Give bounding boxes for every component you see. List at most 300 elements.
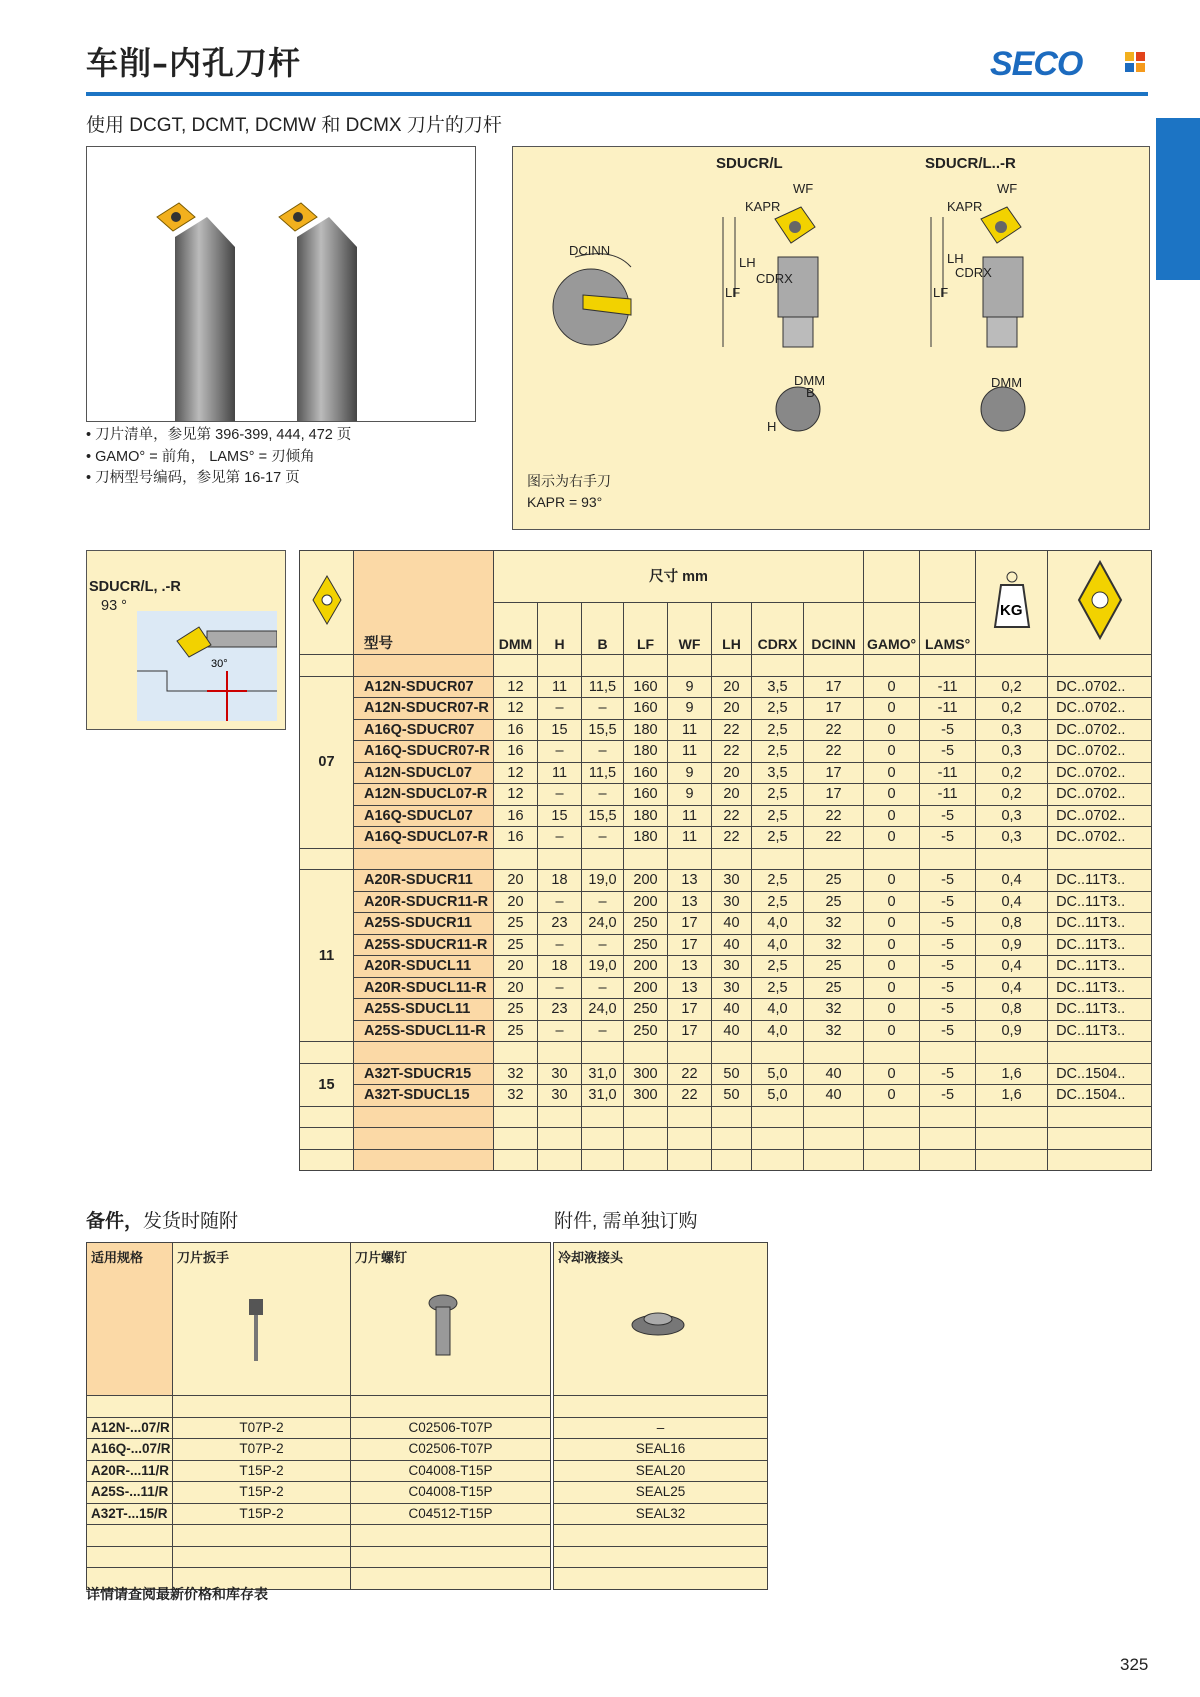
value-cell: DC..0702..: [1048, 762, 1152, 784]
value-cell: DC..0702..: [1048, 805, 1152, 827]
value-cell: 9: [668, 676, 712, 698]
spacer-cell: [1048, 1149, 1152, 1171]
model-cell: A32T-SDUCR15: [354, 1063, 494, 1085]
spacer-cell: [920, 655, 976, 677]
value-cell: 0: [864, 956, 920, 978]
spacer-cell: [87, 1546, 173, 1568]
value-cell: -5: [920, 827, 976, 849]
value-cell: 50: [712, 1085, 752, 1107]
table-row: [300, 870, 1152, 892]
spacer-cell: [554, 1396, 768, 1418]
screw-cell: C04008-T15P: [351, 1482, 551, 1504]
value-cell: 0,2: [976, 784, 1048, 806]
spec-cell: A16Q-...07/R: [87, 1439, 173, 1461]
value-cell: 18: [538, 870, 582, 892]
spacer-cell: [920, 1128, 976, 1150]
screw-cell: C02506-T07P: [351, 1439, 551, 1461]
spacer-cell: [668, 848, 712, 870]
value-cell: 24,0: [582, 999, 624, 1021]
boring-bar-image: [87, 147, 475, 421]
spacer-cell: [624, 1149, 668, 1171]
value-cell: 4,0: [752, 1020, 804, 1042]
spacer-cell: [554, 1525, 768, 1547]
note-item: • 刀片清单，参见第 396-399, 444, 472 页: [86, 425, 351, 447]
spacer-cell: [538, 1149, 582, 1171]
spacer-cell: [976, 1106, 1048, 1128]
dimension-diagram: [512, 146, 1150, 530]
spacer-cell: [864, 1042, 920, 1064]
coolant-cell: SEAL32: [554, 1503, 768, 1525]
subtitle: 使用 DCGT, DCMT, DCMW 和 DCMX 刀片的刀杆: [86, 115, 502, 136]
value-cell: 17: [804, 698, 864, 720]
label-b: B: [806, 385, 815, 400]
value-cell: 15: [538, 805, 582, 827]
value-cell: 9: [668, 762, 712, 784]
value-cell: -5: [920, 913, 976, 935]
label-lh-r: LH: [947, 251, 964, 266]
value-cell: 13: [668, 977, 712, 999]
table-row: [300, 891, 1152, 913]
spacer-cell: [920, 1106, 976, 1128]
value-cell: 0,4: [976, 956, 1048, 978]
value-cell: -5: [920, 934, 976, 956]
table-row: [300, 1063, 1152, 1085]
model-cell: A16Q-SDUCL07-R: [354, 827, 494, 849]
value-cell: 40: [712, 913, 752, 935]
table-row: [300, 977, 1152, 999]
value-cell: 0: [864, 805, 920, 827]
diagram-title-left: SDUCR/L: [716, 155, 783, 172]
value-cell: 160: [624, 676, 668, 698]
value-cell: 25: [804, 891, 864, 913]
value-cell: 9: [668, 784, 712, 806]
spacer-cell: [538, 1128, 582, 1150]
value-cell: -5: [920, 719, 976, 741]
value-cell: –: [582, 741, 624, 763]
value-cell: –: [538, 891, 582, 913]
spacer-cell: [624, 1106, 668, 1128]
value-cell: 22: [712, 719, 752, 741]
spacer-cell: [668, 1042, 712, 1064]
value-cell: 20: [494, 891, 538, 913]
value-cell: 11: [668, 827, 712, 849]
column-header: LAMS°: [920, 603, 976, 655]
value-cell: –: [538, 1020, 582, 1042]
value-cell: 22: [712, 827, 752, 849]
value-cell: 1,6: [976, 1063, 1048, 1085]
wrench-header-label: 刀片扳手: [177, 1251, 230, 1266]
table-row: [300, 956, 1152, 978]
value-cell: 20: [494, 977, 538, 999]
value-cell: 0: [864, 913, 920, 935]
value-cell: -5: [920, 999, 976, 1021]
value-cell: 2,5: [752, 784, 804, 806]
value-cell: 30: [538, 1085, 582, 1107]
spacer-cell: [87, 1396, 173, 1418]
value-cell: 0: [864, 934, 920, 956]
value-cell: 15,5: [582, 805, 624, 827]
spacer-cell: [804, 1106, 864, 1128]
value-cell: 2,5: [752, 805, 804, 827]
table-row: [300, 676, 1152, 698]
value-cell: 11: [668, 741, 712, 763]
coolant-header: [554, 1243, 768, 1396]
value-cell: 160: [624, 784, 668, 806]
value-cell: DC..11T3..: [1048, 977, 1152, 999]
value-cell: 0: [864, 1085, 920, 1107]
value-cell: 32: [804, 1020, 864, 1042]
value-cell: -11: [920, 784, 976, 806]
model-cell: A32T-SDUCL15: [354, 1085, 494, 1107]
page-title: 车削–内孔刀杆: [86, 44, 302, 82]
value-cell: –: [582, 934, 624, 956]
value-cell: 22: [712, 741, 752, 763]
spacer-cell: [554, 1568, 768, 1590]
column-header: B: [582, 603, 624, 655]
value-cell: 0,8: [976, 999, 1048, 1021]
value-cell: 0,4: [976, 891, 1048, 913]
spacer-cell: [538, 1106, 582, 1128]
value-cell: 0,4: [976, 870, 1048, 892]
spacer-cell: [668, 1149, 712, 1171]
value-cell: 0,3: [976, 805, 1048, 827]
value-cell: 0,3: [976, 827, 1048, 849]
table-row: [87, 1460, 551, 1482]
column-header: DCINN: [804, 603, 864, 655]
spacer-cell: [624, 848, 668, 870]
table-row: [87, 1439, 551, 1461]
value-cell: –: [582, 1020, 624, 1042]
note-item: • 刀柄型号编码，参见第 16-17 页: [86, 468, 351, 490]
insert-shape-header: [300, 551, 354, 655]
value-cell: 22: [804, 827, 864, 849]
screw-cell: C02506-T07P: [351, 1417, 551, 1439]
value-cell: 2,5: [752, 698, 804, 720]
note-kapr: KAPR = 93°: [527, 494, 603, 510]
value-cell: 25: [494, 1020, 538, 1042]
spare-parts-title-bold: 备件，: [86, 1211, 144, 1232]
table-row: [300, 805, 1152, 827]
value-cell: DC..11T3..: [1048, 870, 1152, 892]
spacer-cell: [582, 1106, 624, 1128]
spec-cell: A25S-...11/R: [87, 1482, 173, 1504]
spacer-cell: [804, 1042, 864, 1064]
label-dmm: DMM: [794, 373, 826, 388]
value-cell: 160: [624, 762, 668, 784]
label-lf-r: LF: [933, 285, 949, 300]
column-header: WF: [668, 603, 712, 655]
value-cell: 250: [624, 999, 668, 1021]
value-cell: DC..11T3..: [1048, 1020, 1152, 1042]
spacer-cell: [351, 1546, 551, 1568]
value-cell: 20: [494, 870, 538, 892]
value-cell: 0,3: [976, 741, 1048, 763]
value-cell: 17: [668, 934, 712, 956]
spacer-cell: [712, 1042, 752, 1064]
model-cell: A20R-SDUCL11: [354, 956, 494, 978]
spec-cell: A20R-...11/R: [87, 1460, 173, 1482]
spacer-cell: [804, 848, 864, 870]
spacer-cell: [712, 1128, 752, 1150]
table-row: [300, 913, 1152, 935]
value-cell: 40: [712, 999, 752, 1021]
coolant-cell: SEAL20: [554, 1460, 768, 1482]
label-dmm-r: DMM: [991, 375, 1023, 390]
table-row: [300, 698, 1152, 720]
wrench-cell: T15P-2: [173, 1503, 351, 1525]
spacer-cell: [920, 1149, 976, 1171]
value-cell: 0: [864, 762, 920, 784]
value-cell: -11: [920, 676, 976, 698]
wrench-cell: T07P-2: [173, 1417, 351, 1439]
table-row: [300, 719, 1152, 741]
value-cell: 40: [712, 1020, 752, 1042]
label-kapr-r: KAPR: [947, 199, 983, 214]
value-cell: 30: [712, 956, 752, 978]
value-cell: 25: [494, 934, 538, 956]
spacer-cell: [668, 1128, 712, 1150]
value-cell: 13: [668, 870, 712, 892]
value-cell: 22: [712, 805, 752, 827]
value-cell: 12: [494, 762, 538, 784]
model-cell: A16Q-SDUCL07: [354, 805, 494, 827]
model-cell: A20R-SDUCR11: [354, 870, 494, 892]
value-cell: 40: [804, 1085, 864, 1107]
spacer-cell: [300, 655, 354, 677]
value-cell: 25: [494, 999, 538, 1021]
value-cell: 15: [538, 719, 582, 741]
value-cell: 0,2: [976, 762, 1048, 784]
value-cell: 11: [538, 676, 582, 698]
column-header: LH: [712, 603, 752, 655]
column-header: H: [538, 603, 582, 655]
value-cell: 250: [624, 934, 668, 956]
spacer-cell: [300, 1106, 354, 1128]
value-cell: 0,9: [976, 934, 1048, 956]
table-row: [554, 1503, 768, 1525]
wrench-cell: T15P-2: [173, 1482, 351, 1504]
value-cell: 23: [538, 913, 582, 935]
value-cell: 22: [804, 719, 864, 741]
spacer-cell: [920, 848, 976, 870]
value-cell: -5: [920, 741, 976, 763]
table-row: [554, 1439, 768, 1461]
svg-text:KG: KG: [999, 601, 1023, 619]
screw-cell: C04008-T15P: [351, 1460, 551, 1482]
value-cell: 24,0: [582, 913, 624, 935]
value-cell: DC..11T3..: [1048, 913, 1152, 935]
spacer-cell: [300, 1128, 354, 1150]
value-cell: 180: [624, 719, 668, 741]
spacer-cell: [87, 1525, 173, 1547]
gamo-header-top: [864, 551, 920, 603]
size-group: 11: [300, 870, 354, 1042]
spacer-cell: [300, 1042, 354, 1064]
spacer-cell: [538, 848, 582, 870]
value-cell: -5: [920, 1020, 976, 1042]
spacer-cell: [864, 655, 920, 677]
value-cell: 11: [668, 805, 712, 827]
value-cell: 11,5: [582, 762, 624, 784]
value-cell: DC..0702..: [1048, 741, 1152, 763]
angle-text: 30°: [211, 658, 228, 670]
spacer-cell: [173, 1396, 351, 1418]
value-cell: 180: [624, 741, 668, 763]
spacer-cell: [494, 1042, 538, 1064]
label-lh: LH: [739, 255, 756, 270]
holder-angle-label: 93 °: [101, 598, 127, 614]
wrench-cell: T15P-2: [173, 1460, 351, 1482]
value-cell: –: [582, 698, 624, 720]
footer-note: 详情请查阅最新价格和库存表: [86, 1587, 268, 1603]
value-cell: 4,0: [752, 934, 804, 956]
spacer-cell: [804, 1128, 864, 1150]
value-cell: 22: [668, 1085, 712, 1107]
spacer-cell: [354, 1106, 494, 1128]
value-cell: 2,5: [752, 891, 804, 913]
weight-header: [976, 551, 1048, 655]
value-cell: 12: [494, 784, 538, 806]
value-cell: 0: [864, 698, 920, 720]
value-cell: 13: [668, 891, 712, 913]
value-cell: 5,0: [752, 1085, 804, 1107]
model-header: 型号: [354, 551, 494, 655]
table-row: [300, 999, 1152, 1021]
spacer-cell: [494, 655, 538, 677]
spacer-cell: [173, 1525, 351, 1547]
column-header: LF: [624, 603, 668, 655]
spacer-cell: [976, 1042, 1048, 1064]
value-cell: DC..11T3..: [1048, 934, 1152, 956]
value-cell: 25: [804, 977, 864, 999]
value-cell: –: [538, 741, 582, 763]
value-cell: 2,5: [752, 719, 804, 741]
value-cell: 0: [864, 719, 920, 741]
value-cell: 0: [864, 784, 920, 806]
spacer-cell: [1048, 1128, 1152, 1150]
model-cell: A12N-SDUCR07: [354, 676, 494, 698]
value-cell: DC..0702..: [1048, 827, 1152, 849]
value-cell: DC..11T3..: [1048, 956, 1152, 978]
value-cell: 3,5: [752, 676, 804, 698]
spacer-cell: [582, 655, 624, 677]
spacer-cell: [976, 848, 1048, 870]
value-cell: -5: [920, 956, 976, 978]
spacer-cell: [976, 1128, 1048, 1150]
spacer-cell: [752, 655, 804, 677]
spare-parts-table: [86, 1242, 551, 1590]
value-cell: 5,0: [752, 1063, 804, 1085]
spare-parts-title: [86, 1206, 238, 1233]
value-cell: 200: [624, 956, 668, 978]
value-cell: DC..0702..: [1048, 784, 1152, 806]
spacer-cell: [624, 1042, 668, 1064]
value-cell: 0: [864, 1020, 920, 1042]
value-cell: 32: [804, 934, 864, 956]
value-cell: DC..0702..: [1048, 719, 1152, 741]
value-cell: 180: [624, 805, 668, 827]
value-cell: 3,5: [752, 762, 804, 784]
spacer-cell: [712, 848, 752, 870]
table-row: [300, 827, 1152, 849]
value-cell: 0,2: [976, 676, 1048, 698]
table-row: [300, 741, 1152, 763]
table-row: [87, 1503, 551, 1525]
value-cell: 13: [668, 956, 712, 978]
value-cell: 22: [668, 1063, 712, 1085]
value-cell: 300: [624, 1085, 668, 1107]
spacer-cell: [494, 1128, 538, 1150]
model-cell: A25S-SDUCR11-R: [354, 934, 494, 956]
value-cell: 20: [712, 698, 752, 720]
value-cell: 0,9: [976, 1020, 1048, 1042]
spacer-cell: [494, 848, 538, 870]
coolant-table: [553, 1242, 768, 1590]
value-cell: 22: [804, 741, 864, 763]
spacer-cell: [1048, 1106, 1152, 1128]
table-row: [300, 762, 1152, 784]
value-cell: 30: [712, 870, 752, 892]
spacer-cell: [1048, 655, 1152, 677]
spec-header: 适用规格: [87, 1243, 173, 1396]
spacer-cell: [300, 848, 354, 870]
coolant-seal-icon: [558, 1269, 758, 1369]
coolant-cell: SEAL16: [554, 1439, 768, 1461]
value-cell: 11: [538, 762, 582, 784]
table-row: [554, 1460, 768, 1482]
wrench-header: [173, 1243, 351, 1396]
spacer-cell: [354, 1149, 494, 1171]
wrench-cell: T07P-2: [173, 1439, 351, 1461]
spacer-cell: [976, 1149, 1048, 1171]
value-cell: 17: [804, 762, 864, 784]
value-cell: 0,3: [976, 719, 1048, 741]
model-cell: A20R-SDUCR11-R: [354, 891, 494, 913]
value-cell: 17: [668, 999, 712, 1021]
section-tab: [1156, 118, 1200, 280]
table-row: [87, 1417, 551, 1439]
value-cell: 0,4: [976, 977, 1048, 999]
model-cell: A12N-SDUCL07-R: [354, 784, 494, 806]
spacer-cell: [351, 1396, 551, 1418]
value-cell: 20: [712, 784, 752, 806]
value-cell: 0: [864, 741, 920, 763]
value-cell: 30: [712, 977, 752, 999]
spec-cell: A32T-...15/R: [87, 1503, 173, 1525]
value-cell: –: [538, 827, 582, 849]
value-cell: 19,0: [582, 870, 624, 892]
model-cell: A25S-SDUCL11-R: [354, 1020, 494, 1042]
value-cell: 20: [494, 956, 538, 978]
spacer-cell: [804, 1149, 864, 1171]
value-cell: 250: [624, 1020, 668, 1042]
seco-logo: SECO: [990, 45, 1083, 83]
value-cell: 2,5: [752, 977, 804, 999]
spacer-cell: [582, 1042, 624, 1064]
spacer-cell: [1048, 1042, 1152, 1064]
notes-list: [86, 425, 351, 490]
value-cell: 11: [668, 719, 712, 741]
column-header: DMM: [494, 603, 538, 655]
value-cell: 25: [494, 913, 538, 935]
value-cell: 200: [624, 977, 668, 999]
value-cell: -5: [920, 891, 976, 913]
spacer-cell: [752, 1128, 804, 1150]
value-cell: 12: [494, 698, 538, 720]
value-cell: 17: [668, 913, 712, 935]
value-cell: -5: [920, 1063, 976, 1085]
spacer-cell: [752, 1149, 804, 1171]
